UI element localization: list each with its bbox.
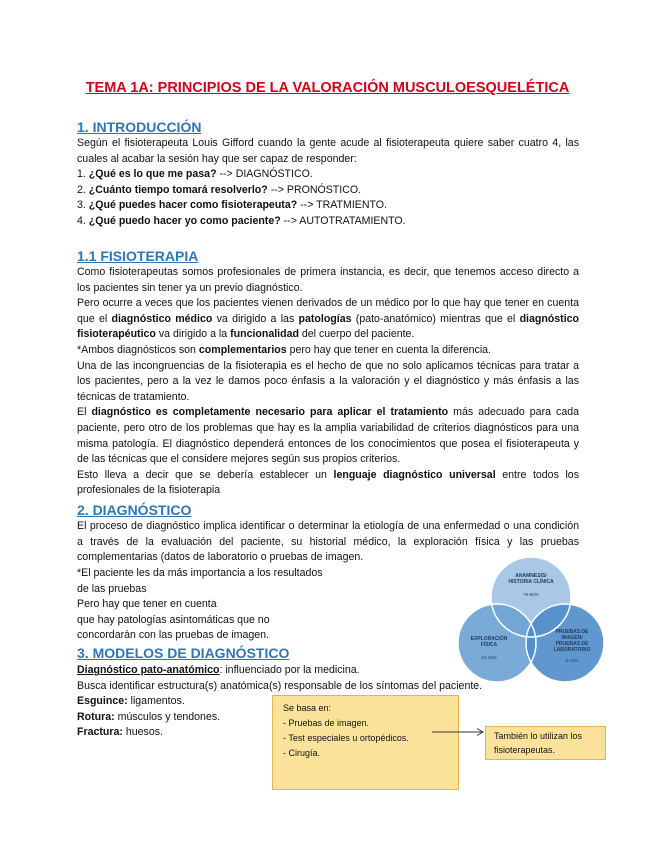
paragraph: Esto lleva a decir que se debería establecer un lenguaje diagnóstico universal entre todos los profesionales de la fisioterapia xyxy=(77,468,579,497)
intro-paragraph: Según el fisioterapeuta Louis Gifford cuando la gente acude al fisioterapeuta quiere saber cuatro 4, las cuales al acabar la sesión hay que ser capaz de responder: xyxy=(77,137,579,165)
paragraph: El diagnóstico es completamente necesario para aplicar el tratamiento más adecuado para cada paciente, pero otro de los problemas que hay es la amplia variabilidad de criterios diagnósticos para una misma patología. El diagnóstico dependerá entonces de los conocimientos que posea el fisioterapeuta y de las técnicas que el considere mejores según sus propios criterios. xyxy=(77,406,579,466)
list-item: 1. ¿Qué es lo que me pasa? --> DIAGNÓSTICO. xyxy=(77,168,313,180)
list-item: Esguince: ligamentos. xyxy=(77,695,185,708)
venn-label-right-4: LABORATORIO xyxy=(553,647,591,653)
sticky-note-bases xyxy=(272,695,459,790)
list-item: 2. ¿Cuánto tiempo tomará resolverlo? --> PRONÓSTICO. xyxy=(77,183,362,196)
paragraph: Una de las incongruencias de la fisioterapia es el hecho de que no solo aplicamos técnicas para tratar a los pacientes, pero a la vez le damos poco énfasis a la valoración y el diagnóstico y más énfasis a las técnicas de tratamiento. xyxy=(77,359,579,403)
paragraph: Pero ocurre a veces que los pacientes vienen derivados de un médico por lo que hay que tener en cuenta que el diagnóstico médico va dirigido a las patologías (pato-anatómico) mientras que el diagnóstico fisioterapéutico va dirigido a la funcionalidad del cuerpo del paciente. xyxy=(77,297,580,341)
section-heading-modelos: 3. MODELOS DE DIAGNÓSTICO xyxy=(77,645,290,661)
venn-label-right-2: IMAGEN/ xyxy=(561,635,583,641)
diagnostico-notes xyxy=(77,566,323,644)
intro-question-list xyxy=(77,167,406,229)
venn-pct-left: 10-15% xyxy=(481,655,497,660)
venn-pct-top: 75-80% xyxy=(523,592,539,597)
list-item: 4. ¿Qué puedo hacer yo como paciente? --> AUTOTRATAMIENTO. xyxy=(77,214,406,227)
paragraph: Como fisioterapeutas somos profesionales de primera instancia, es decir, que tenemos acceso directo a los pacientes sin tener ya un previo diagnóstico. xyxy=(77,266,579,294)
venn-label-left-2: FÍSICA xyxy=(480,642,498,648)
note-line: - Cirugía. xyxy=(283,748,321,758)
venn-label-right-3: PRUEBAS DE xyxy=(555,641,589,647)
note-line: Se basa en: xyxy=(283,703,332,713)
arrow-icon xyxy=(432,727,488,737)
note-line: de las pruebas xyxy=(77,582,147,595)
list-item: 3. ¿Qué puedes hacer como fisioterapeuta? --> TRATMIENTO. xyxy=(77,199,387,212)
note-line: - Test especiales u ortopédicos. xyxy=(283,733,409,743)
note-line: *El paciente les da más importancia a los resultados xyxy=(77,567,323,579)
venn-label-top-2: HISTORIA CLÍNICA xyxy=(508,579,554,585)
note-line: que hay patologías asintomáticas que no xyxy=(77,613,270,626)
note-line: fisioterapeutas. xyxy=(494,745,556,755)
note-line: Pero hay que tener en cuenta xyxy=(77,598,217,611)
section-heading-diagnostico: 2. DIAGNÓSTICO xyxy=(77,502,192,518)
paragraph: Busca identificar estructura(s) anatómica(s) responsable de los síntomas del paciente. xyxy=(77,679,483,692)
venn-label-left-1: EXPLORACIÓN xyxy=(470,636,508,642)
venn-pct-right: 5-10% xyxy=(565,658,579,663)
list-item: Fractura: huesos. xyxy=(77,726,163,739)
sticky-note-fisioterapeutas xyxy=(485,726,606,760)
list-item: Rotura: músculos y tendones. xyxy=(77,710,221,723)
note-line: concordarán con las pruebas de imagen. xyxy=(77,629,269,642)
note-line: También lo utilizan los xyxy=(494,731,583,741)
section-heading-introduccion: 1. INTRODUCCIÓN xyxy=(77,119,202,135)
page-title: TEMA 1A: PRINCIPIOS DE LA VALORACIÓN MUSCULOESQUELÉTICA xyxy=(85,80,570,96)
note-line: - Pruebas de imagen. xyxy=(283,718,370,728)
venn-label-right-1: PRUEBAS DE xyxy=(555,629,589,635)
fisioterapia-body xyxy=(77,265,579,499)
diagnostico-paragraph: El proceso de diagnóstico implica identificar o determinar la etiología de una enfermedad o una condición a través de la evaluación del paciente, su historial médico, la exploración física y las pruebas complementarias (datos de laboratorio o pruebas de imagen. xyxy=(77,520,579,564)
venn-label-top-1: ANAMNESIS/ xyxy=(515,573,547,579)
paragraph: *Ambos diagnósticos son complementarios pero hay que tener en cuenta la diferencia. xyxy=(77,343,492,356)
section-heading-fisioterapia: 1.1 FISIOTERAPIA xyxy=(77,248,199,264)
paragraph: Diagnóstico pato-anatómico: influenciado por la medicina. xyxy=(77,664,360,676)
